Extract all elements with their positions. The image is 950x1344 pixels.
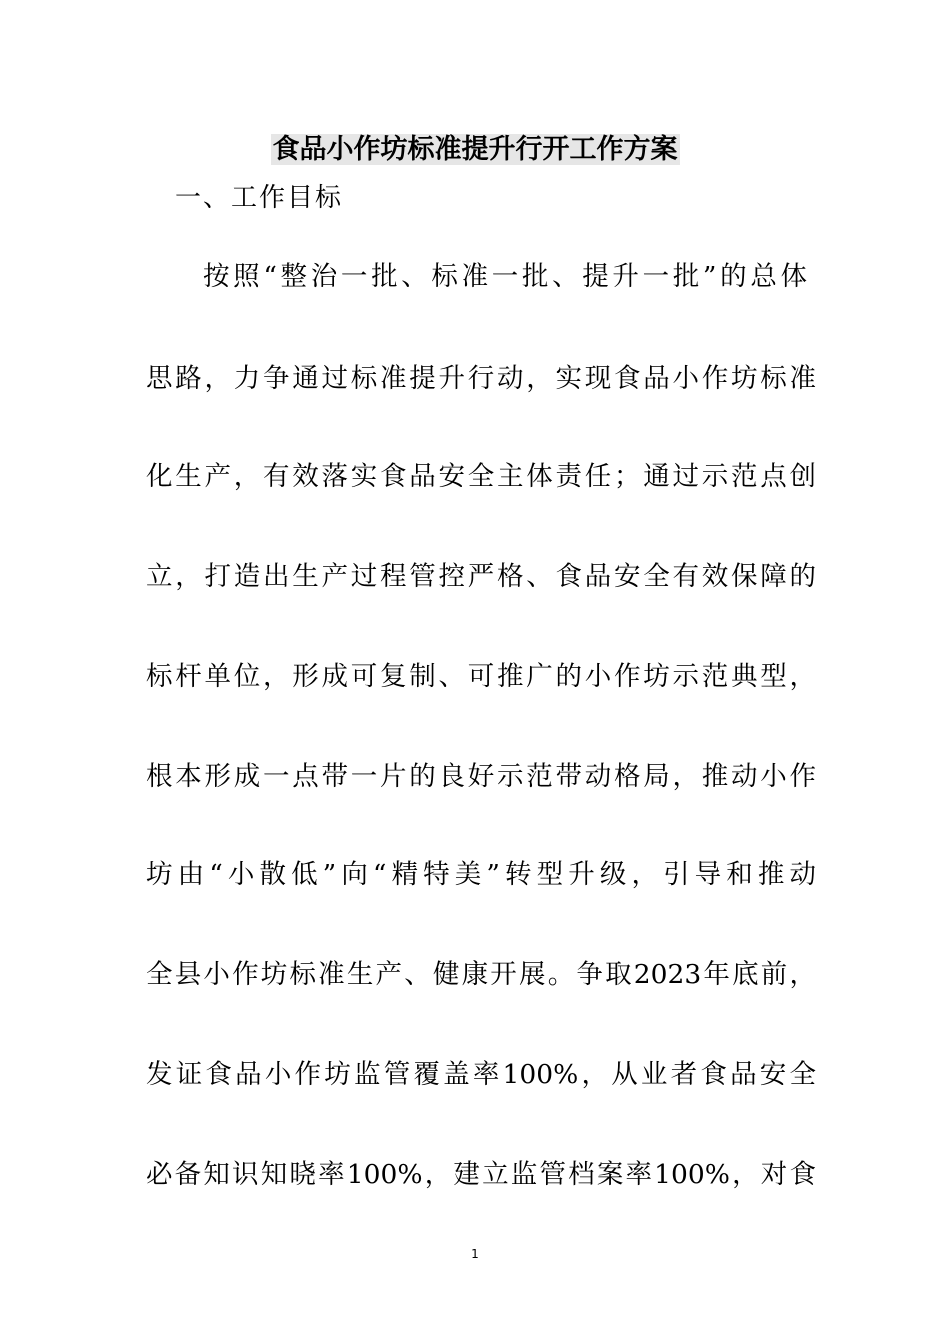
paragraph-line: 标杆单位，形成可复制、可推广的小作坊示范典型， xyxy=(146,661,816,692)
paragraph-line: 坊由“小散低”向“精特美”转型升级，引导和推动 xyxy=(146,859,816,890)
paragraph-line: 按照“整治一批、标准一批、提升一批”的总体 xyxy=(203,261,807,292)
paragraph-line: 发证食品小作坊监管覆盖率100%，从业者食品安全 xyxy=(146,1059,816,1090)
paragraph-line: 立，打造出生产过程管控严格、食品安全有效保障的 xyxy=(146,561,816,592)
paragraph-line: 化生产，有效落实食品安全主体责任；通过示范点创 xyxy=(146,461,816,492)
paragraph-line: 必备知识知晓率100%，建立监管档案率100%，对食 xyxy=(146,1159,816,1190)
paragraph-line: 根本形成一点带一片的良好示范带动格局，推动小作 xyxy=(146,761,816,792)
document-title xyxy=(0,130,950,170)
document-title-text: 食品小作坊标准提升行开工作方案 xyxy=(272,134,678,165)
page-number: 1 xyxy=(471,1247,479,1261)
section-heading: 一、工作目标 xyxy=(175,183,344,213)
paragraph-line: 全县小作坊标准生产、健康开展。争取2023年底前， xyxy=(146,959,816,990)
paragraph-line: 思路，力争通过标准提升行动，实现食品小作坊标准 xyxy=(146,363,816,394)
